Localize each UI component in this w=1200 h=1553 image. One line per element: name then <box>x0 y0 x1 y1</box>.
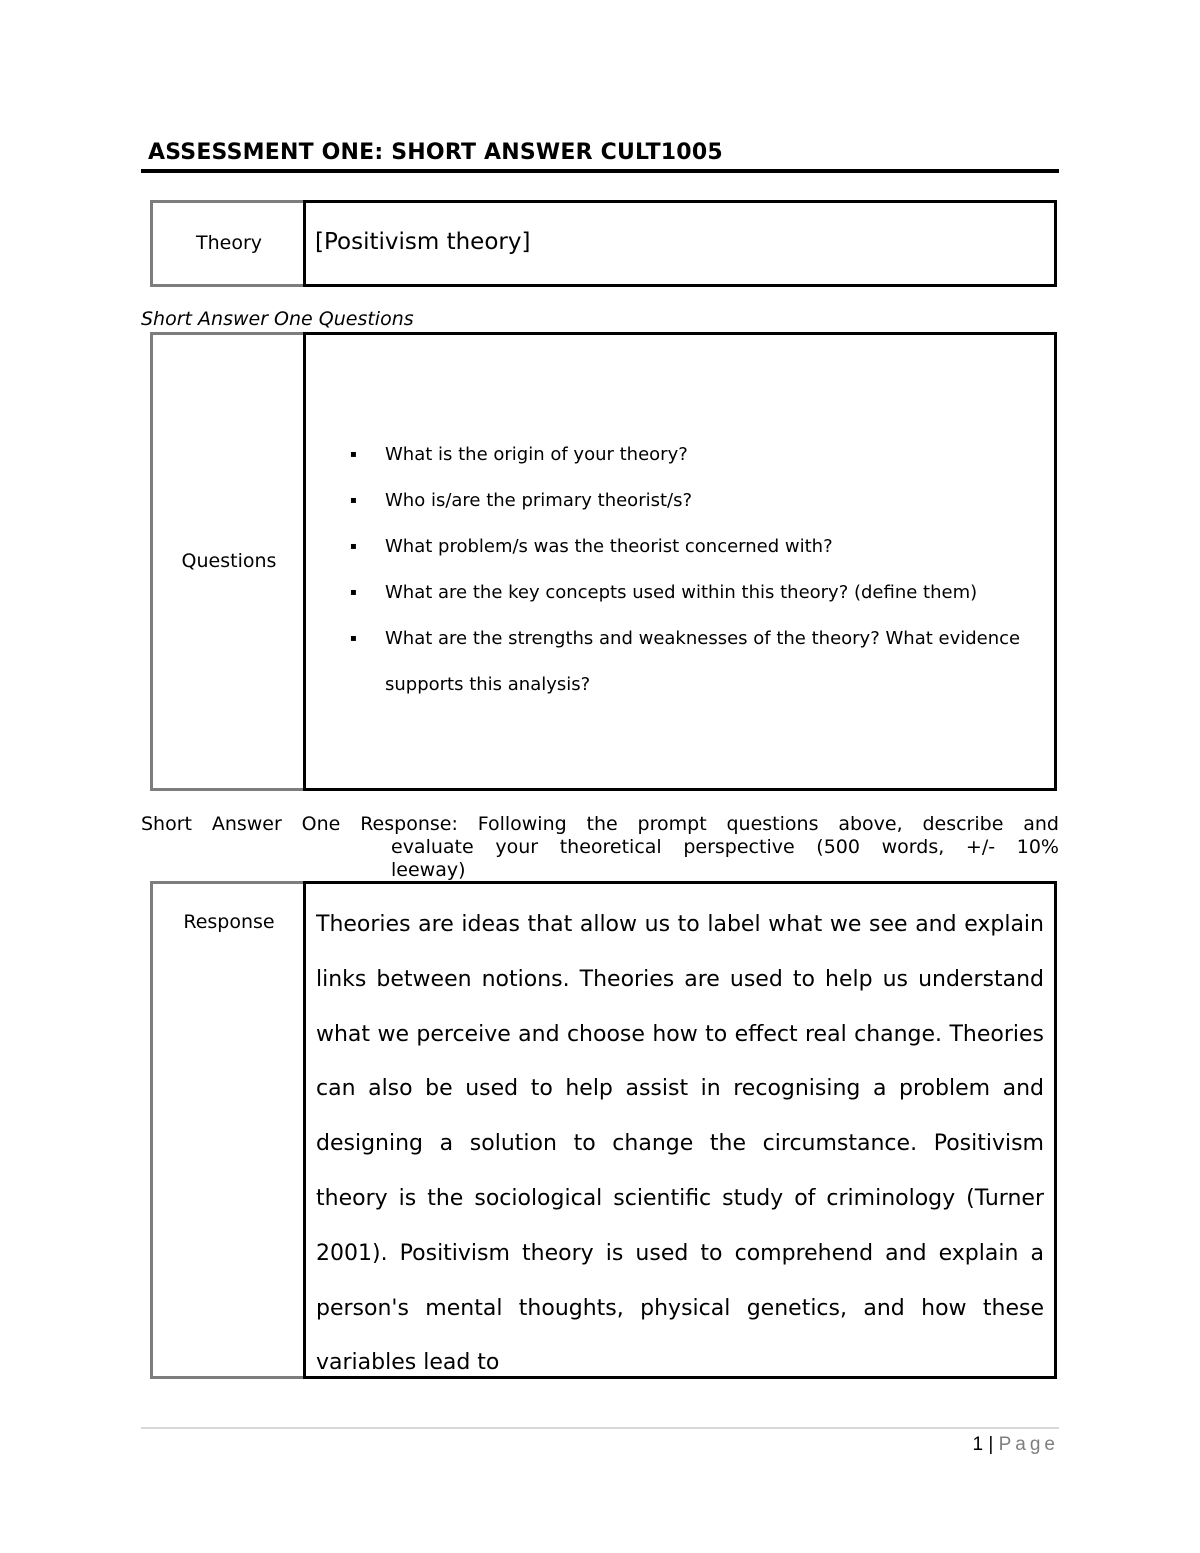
page-label: Page <box>998 1434 1059 1455</box>
questions-list <box>350 432 1040 708</box>
list-item <box>350 570 1040 616</box>
bullet-icon: ▪ <box>350 541 357 552</box>
list-item <box>350 524 1040 570</box>
question-text: What are the key concepts used within this theory? (define them) <box>385 582 978 603</box>
response-heading <box>141 813 1059 882</box>
bullet-icon: ▪ <box>350 633 357 644</box>
footer-separator: | <box>988 1434 994 1455</box>
bullet-icon: ▪ <box>350 495 357 506</box>
response-heading-line: evaluate your theoretical perspective (500 words, +/- 10% <box>391 836 1059 858</box>
page-number: 1 <box>972 1434 984 1455</box>
theory-value: [Positivism theory] <box>315 229 531 255</box>
list-item <box>350 616 1040 708</box>
bullet-icon: ▪ <box>350 449 357 460</box>
list-item <box>350 478 1040 524</box>
questions-label: Questions <box>181 550 277 572</box>
questions-heading: Short Answer One Questions <box>141 308 414 330</box>
question-text: Who is/are the primary theorist/s? <box>385 490 693 511</box>
page-footer <box>973 1434 1059 1456</box>
document-title: ASSESSMENT ONE: SHORT ANSWER CULT1005 <box>148 140 723 165</box>
title-underline <box>141 169 1059 173</box>
footer-divider <box>141 1427 1059 1429</box>
theory-label: Theory <box>195 232 263 254</box>
response-label: Response <box>183 911 275 933</box>
list-item <box>350 432 1040 478</box>
bullet-icon: ▪ <box>350 587 357 598</box>
question-text: What are the strengths and weaknesses of the theory? What evidence supports this analysis? <box>385 628 1021 695</box>
response-heading-line: Short Answer One Response: Following the prompt questions above, describe and <box>141 813 1059 835</box>
question-text: What problem/s was the theorist concerned with? <box>385 536 833 557</box>
response-label-cell <box>150 881 305 1379</box>
response-heading-line: leeway) <box>391 859 466 881</box>
question-text: What is the origin of your theory? <box>385 444 688 465</box>
response-text: Theories are ideas that allow us to label what we see and explain links between notions. Theories are used to help us understand what we perceive and choose how to effect real change. Theories can also be used to help assist in recognising a problem and designing a solution to change the circumstance. Positivism theory is the sociological scientific study of criminology (Turner 2001). Positivism theory is used to comprehend and explain a person's mental thoughts, physical genetics, and how these variables lead to <box>316 912 1044 1376</box>
